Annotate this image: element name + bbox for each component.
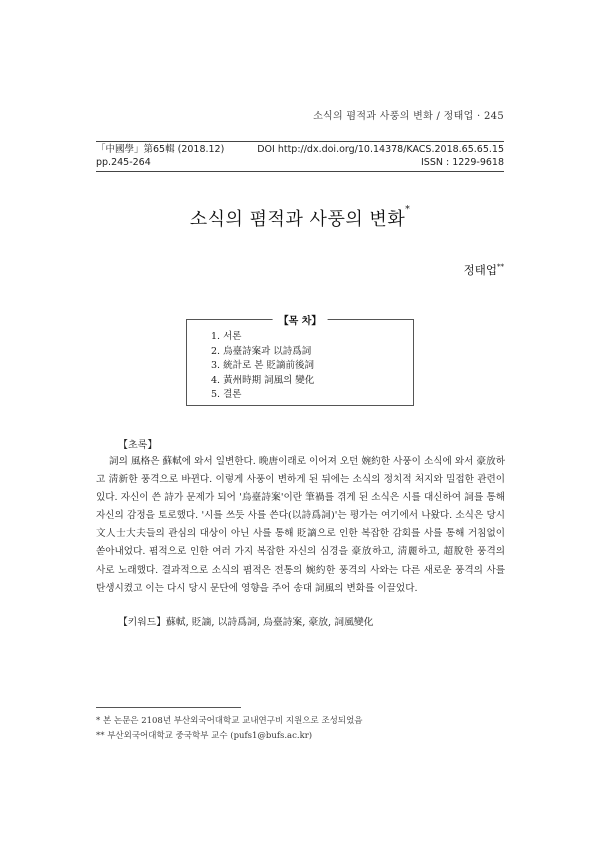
abstract-line: 를 대신하여 詞를 통해 자신의 감정을 토로했다. '시를 쓰듯 사를 쓴다(以詩爲詞)'는 평가는 xyxy=(96,492,505,522)
abstract-label: 【초록】 xyxy=(118,440,158,451)
doi-link[interactable]: DOI http://dx.doi.org/10.14378/KACS.2018.65.65.15 xyxy=(257,144,504,155)
table-of-contents xyxy=(186,316,414,406)
abstract-line: 경을 豪放하고, 淸麗하고, 超脫한 풍격의 사로 노래했다. 결과적으로 소식의 폄적은 전통의 xyxy=(96,546,505,576)
abstract-line: 詞의 風格은 蘇軾에 와서 일변한다. 晩唐이래로 이어져 오던 婉約한 사풍이 소식에 와서 xyxy=(109,456,474,467)
abstract-line: 豪放하고 淸新한 풍격으로 바뀐다. 이렇게 사풍이 변하게 된 뒤에는 소식의 정치적 처지와 xyxy=(96,456,505,486)
issn: ISSN : 1229-9618 xyxy=(421,157,504,168)
abstract-line: 복잡한 감회를 사를 통해 거침없이 쏟아내었다. 폄적으로 인한 여러 가지 복잡한 자신의 심 xyxy=(96,528,505,558)
toc-item: 3. 統計로 본 貶謫前後詞 xyxy=(211,360,314,371)
author-name: 정태업 xyxy=(463,263,497,277)
paper-title xyxy=(96,205,504,231)
journal-issue: 「中國學」第65輯 (2018.12) xyxy=(96,144,225,155)
toc-item: 1. 서론 xyxy=(211,331,242,342)
toc-item: 5. 결론 xyxy=(211,389,242,400)
footnote-divider xyxy=(96,707,241,708)
abstract-line: 주어 송대 詞風의 변화를 이끌었다. xyxy=(271,582,418,594)
running-head: 소식의 폄적과 사풍의 변화 / 정태업 · 245 xyxy=(313,111,504,122)
footnote-author-affiliation: ** 부산외국어대학교 중국학부 교수 (pufs1@bufs.ac.kr) xyxy=(96,731,313,741)
paper-title-text: 소식의 폄적과 사풍의 변화 xyxy=(189,209,406,230)
toc-heading: 【목 차】 xyxy=(273,312,328,327)
footnote-funding: * 본 논문은 2108년 부산외국어대학교 교내연구비 지원으로 조성되었음 xyxy=(96,716,363,726)
abstract-line: 婉約한 풍격의 사와는 다른 새로운 풍격의 사를 탄생시켰고 이는 다시 당시 문단에 영향을 xyxy=(96,564,505,594)
abstract-line: 여기에서 나왔다. 소식은 당시 文人士大夫들의 관심의 대상이 아닌 사를 통해 貶謫으로 인한 xyxy=(96,510,505,540)
footnotes xyxy=(96,714,363,744)
author xyxy=(464,262,504,278)
abstract-line: 밀접한 관련이 있다. 자신이 쓴 詩가 문제가 되어 '烏臺詩案'이란 筆禍를 겪게 된 소식은 시 xyxy=(96,474,505,504)
toc-item: 2. 烏臺詩案과 以詩爲詞 xyxy=(211,345,312,357)
page-range: pp.245-264 xyxy=(96,157,151,168)
title-footnote-mark: * xyxy=(405,205,411,215)
author-footnote-mark: ** xyxy=(497,263,504,272)
toc-item: 4. 黃州時期 詞風의 變化 xyxy=(211,374,315,386)
toc-list xyxy=(187,320,413,403)
keywords: 【키워드】蘇軾, 貶謫, 以詩爲詞, 烏臺詩案, 豪放, 詞風變化 xyxy=(118,617,374,628)
publication-row-2 xyxy=(96,156,504,169)
publication-row-1 xyxy=(96,143,504,156)
publication-info-box xyxy=(96,141,504,172)
abstract-body xyxy=(96,453,505,598)
